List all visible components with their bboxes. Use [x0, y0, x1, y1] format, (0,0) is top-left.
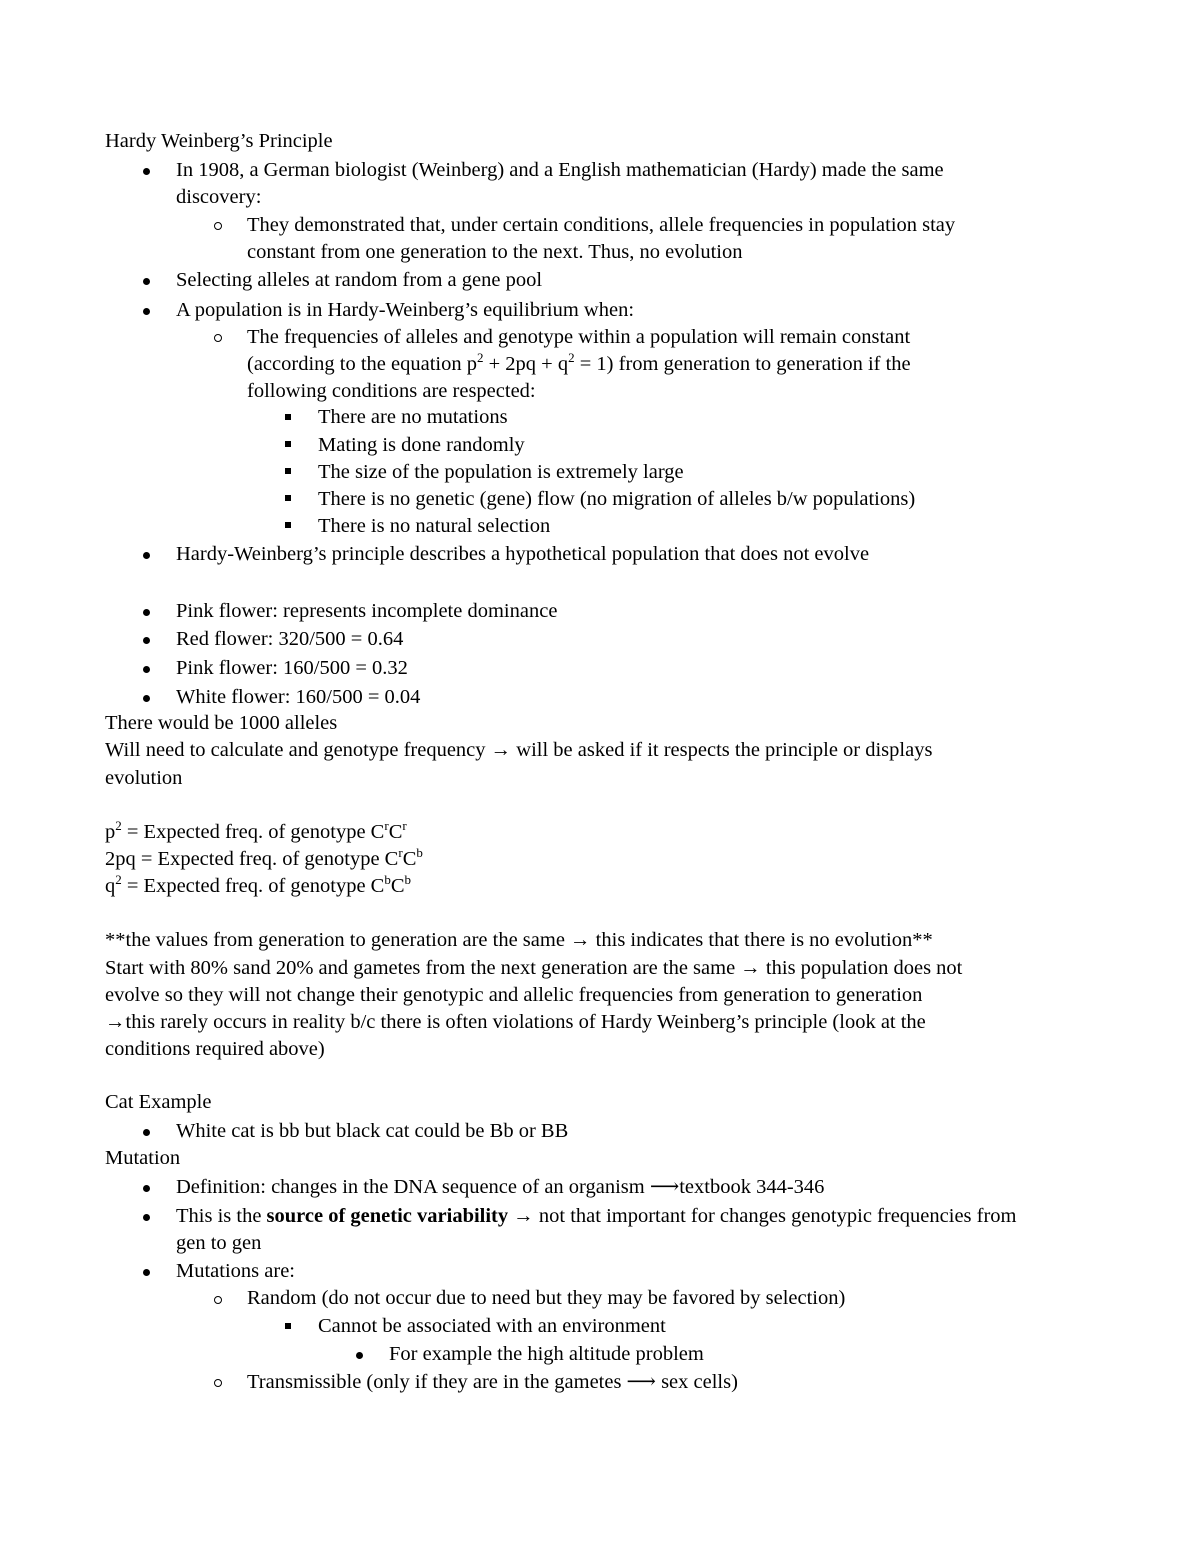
paragraph-line: evolve so they will not change their genotypic and allelic frequencies from generation to generation: [105, 984, 923, 1006]
hollow-bullet-icon: [214, 1379, 222, 1387]
hollow-bullet-icon: [214, 1296, 222, 1304]
paragraph-line: **the values from generation to generation are the same → this indicates that there is no evolution**: [105, 929, 933, 951]
condition-item: Cannot be associated with an environment: [318, 1315, 666, 1337]
bullet-icon: [143, 1129, 150, 1136]
paragraph-line: Will need to calculate and genotype frequency → will be asked if it respects the principle or displays: [105, 739, 933, 761]
bullet-icon: [143, 609, 150, 616]
bullet-icon: [356, 1352, 363, 1359]
list-item: White cat is bb but black cat could be Bb or BB: [176, 1120, 569, 1142]
list-item: White flower: 160/500 = 0.04: [176, 686, 421, 708]
square-bullet-icon: [285, 1323, 291, 1329]
list-item: Definition: changes in the DNA sequence of an organism ⟶textbook 344-346: [176, 1176, 825, 1198]
sub-list-item-continuation: constant from one generation to the next. Thus, no evolution: [247, 241, 743, 263]
list-item: In 1908, a German biologist (Weinberg) and a English mathematician (Hardy) made the same: [176, 159, 944, 181]
equation-q-squared: $q^2$ = Expected freq. of genotype $C^bC^b$: [105, 872, 412, 897]
paragraph-line: →this rarely occurs in reality b/c there is often violations of Hardy Weinberg’s principle (look at the: [105, 1011, 926, 1033]
bullet-icon: [143, 666, 150, 673]
hollow-bullet-icon: [214, 334, 222, 342]
paragraph-line: There would be 1000 alleles: [105, 712, 338, 734]
paragraph-line: conditions required above): [105, 1038, 325, 1060]
list-item: Selecting alleles at random from a gene pool: [176, 269, 543, 291]
list-item: Hardy-Weinberg’s principle describes a hypothetical population that does not evolve: [176, 543, 870, 565]
sub-list-item: They demonstrated that, under certain conditions, allele frequencies in population stay: [247, 214, 956, 236]
list-item: This is the source of genetic variability → not that important for changes genotypic frequencies from: [176, 1205, 1017, 1227]
list-item: Pink flower: 160/500 = 0.32: [176, 657, 408, 679]
condition-item: Mating is done randomly: [318, 434, 525, 456]
equation-2pq: 2pq = Expected freq. of genotype $C^rC^b$: [105, 845, 423, 870]
condition-item: There is no genetic (gene) flow (no migration of alleles b/w populations): [318, 488, 916, 510]
sub-list-item-continuation: following conditions are respected:: [247, 380, 536, 402]
equation-p-squared: $p^2$ = Expected freq. of genotype $C^rC^r$: [105, 818, 407, 843]
square-bullet-icon: [285, 468, 291, 474]
equation-line: (according to the equation $p^2 + 2pq + q^2 = 1$) from generation to generation if the: [247, 350, 911, 375]
section-title-mutation: Mutation: [105, 1147, 181, 1169]
hollow-bullet-icon: [214, 222, 222, 230]
sub-list-item: The frequencies of alleles and genotype within a population will remain constant: [247, 326, 911, 348]
bullet-icon: [143, 278, 150, 285]
bullet-icon: [143, 552, 150, 559]
sub-list-item: Random (do not occur due to need but they may be favored by selection): [247, 1287, 846, 1309]
bullet-icon: [143, 1269, 150, 1276]
paragraph-line: evolution: [105, 767, 183, 789]
list-item-continuation: gen to gen: [176, 1232, 262, 1254]
bullet-icon: [143, 308, 150, 315]
square-bullet-icon: [285, 495, 291, 501]
square-bullet-icon: [285, 522, 291, 528]
bullet-icon: [143, 168, 150, 175]
bullet-icon: [143, 1214, 150, 1221]
list-item: A population is in Hardy-Weinberg’s equilibrium when:: [176, 299, 635, 321]
condition-item: There are no mutations: [318, 406, 508, 428]
sub-list-item: Transmissible (only if they are in the gametes ⟶ sex cells): [247, 1371, 738, 1393]
section-title-hardy-weinberg: Hardy Weinberg’s Principle: [105, 130, 333, 152]
square-bullet-icon: [285, 441, 291, 447]
bullet-icon: [143, 695, 150, 702]
list-item: Mutations are:: [176, 1260, 295, 1282]
square-bullet-icon: [285, 414, 291, 420]
paragraph-line: Start with 80% sand 20% and gametes from the next generation are the same → this population does not: [105, 957, 963, 979]
list-item: Red flower: 320/500 = 0.64: [176, 628, 404, 650]
bullet-icon: [143, 1185, 150, 1192]
list-item: Pink flower: represents incomplete dominance: [176, 600, 558, 622]
bullet-icon: [143, 637, 150, 644]
sub-sub-list-item: For example the high altitude problem: [389, 1343, 704, 1365]
section-title-cat-example: Cat Example: [105, 1091, 212, 1113]
list-item-continuation: discovery:: [176, 186, 262, 208]
condition-item: The size of the population is extremely large: [318, 461, 684, 483]
condition-item: There is no natural selection: [318, 515, 551, 537]
